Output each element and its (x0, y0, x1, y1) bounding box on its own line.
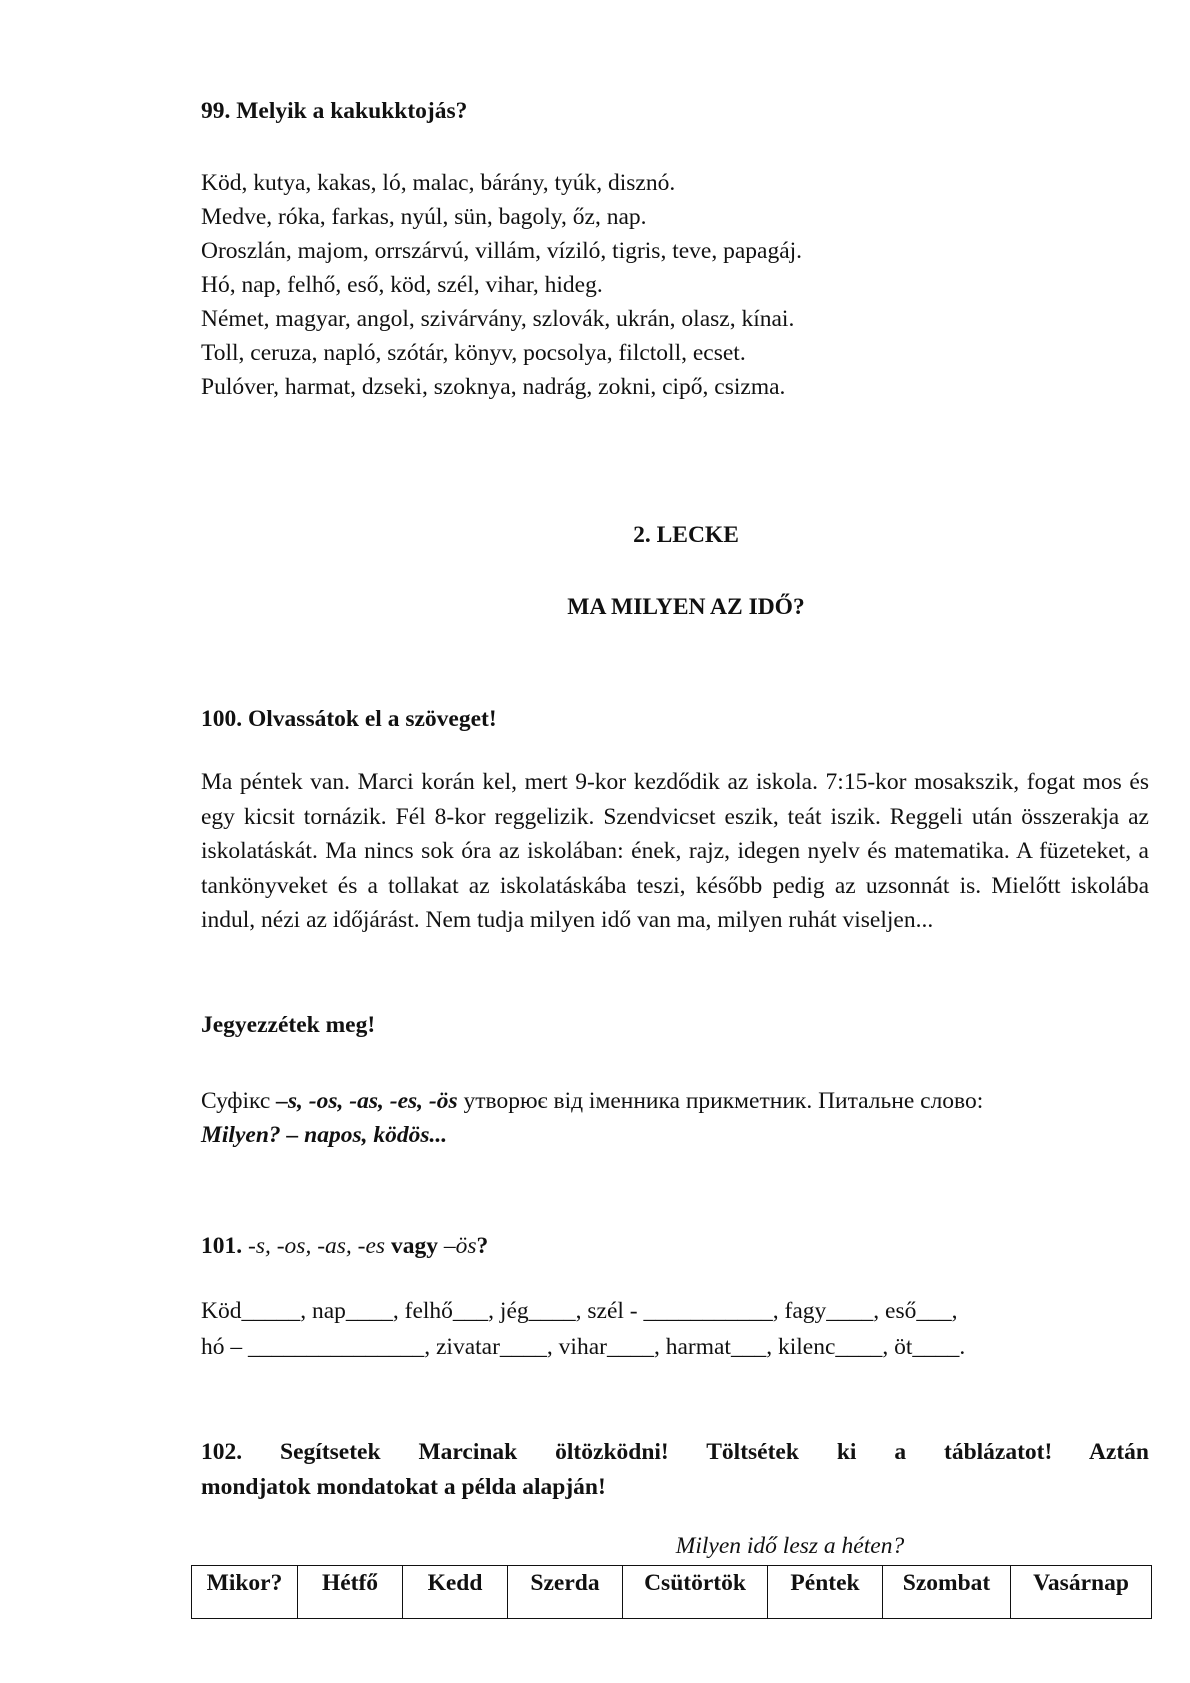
exercise-101-number: 101. (201, 1233, 243, 1259)
list-item: Hó, nap, felhő, eső, köd, szél, vihar, hideg. (201, 272, 603, 298)
table-header-cell: Mikor? (192, 1566, 298, 1619)
exercise-101-suffixes: -s, -os, -as, -es (242, 1233, 386, 1259)
list-item: Oroszlán, majom, orrszárvú, villám, víziló, tigris, teve, papagáj. (201, 238, 803, 264)
note-example (201, 1118, 1149, 1152)
weather-table (191, 1565, 1152, 1619)
table-header-cell: Szombat (883, 1566, 1011, 1619)
table-header-cell: Péntek (768, 1566, 883, 1619)
note-rule (201, 1084, 1149, 1118)
exercise-102-line2: mondjatok mondatokat a példa alapján! (201, 1474, 606, 1500)
list-item: Köd, kutya, kakas, ló, malac, bárány, tyúk, disznó. (201, 170, 676, 196)
note-suffixes: –s, -os, -as, -es, -ös (276, 1088, 458, 1114)
exercise-101-line1: Köd_____, nap____, felhő___, jég____, szél - ___________, fagy____, eső___, (201, 1298, 958, 1324)
table-header-cell: Hétfő (298, 1566, 403, 1619)
table-header-cell: Csütörtök (623, 1566, 768, 1619)
table-header-cell: Kedd (403, 1566, 508, 1619)
table-header-cell: Vasárnap (1011, 1566, 1152, 1619)
list-item: Medve, róka, farkas, nyúl, sün, bagoly, őz, nap. (201, 204, 647, 230)
exercise-100-title: 100. Olvassátok el a szöveget! (201, 706, 497, 732)
exercise-101-line2: hó – _______________, zivatar____, vihar____, harmat___, kilenc____, öt____. (201, 1334, 966, 1360)
exercise-101-qmark: ? (476, 1233, 489, 1259)
exercise-102-line1: 102. Segítsetek Marcinak öltözködni! Töltsétek ki a táblázatot! Aztán (201, 1439, 1149, 1465)
note-rest: утворює від іменника прикметник. Питальне слово: (457, 1088, 984, 1114)
table-caption: Milyen idő lesz a héten? (675, 1533, 905, 1559)
table-header-row (192, 1566, 1152, 1619)
exercise-101-title (201, 1229, 1149, 1263)
exercise-100-text: Ma péntek van. Marci korán kel, mert 9-kor kezdődik az iskola. 7:15-kor mosakszik, fogat mos és egy kicsit tornázik. Fél 8-kor reggelizik. Szendvicset eszik, teát iszik. Reggeli után összerakja az iskolatáskát. Ma nincs sok óra az iskolában: ének, rajz, idegen nyelv és matematika. A füzeteket, a tankönyveket és a tollakat az iskolatáskába teszi, később pedig az uzsonnát is. Mielőtt iskolába indul, nézi az időjárást. Nem tudja milyen idő van ma, milyen ruhát viseljen... (201, 769, 1149, 933)
note-heading: Jegyezzétek meg! (201, 1012, 376, 1038)
exercise-101-last: –ös (443, 1233, 477, 1259)
note-example-text: Milyen? – napos, ködös... (201, 1122, 448, 1148)
exercise-101-vagy: vagy (385, 1233, 444, 1259)
table-header-cell: Szerda (508, 1566, 623, 1619)
lesson-number: 2. LECKE (633, 522, 739, 548)
lesson-title: MA MILYEN AZ IDŐ? (567, 594, 805, 620)
exercise-99-title: 99. Melyik a kakukktojás? (201, 98, 468, 124)
exercise-99-list (201, 166, 1149, 404)
note-prefix: Суфікс (201, 1088, 277, 1114)
list-item: Pulóver, harmat, dzseki, szoknya, nadrág, zokni, cipő, csizma. (201, 374, 786, 400)
list-item: Német, magyar, angol, szivárvány, szlovák, ukrán, olasz, kínai. (201, 306, 795, 332)
list-item: Toll, ceruza, napló, szótár, könyv, pocsolya, filctoll, ecset. (201, 340, 746, 366)
